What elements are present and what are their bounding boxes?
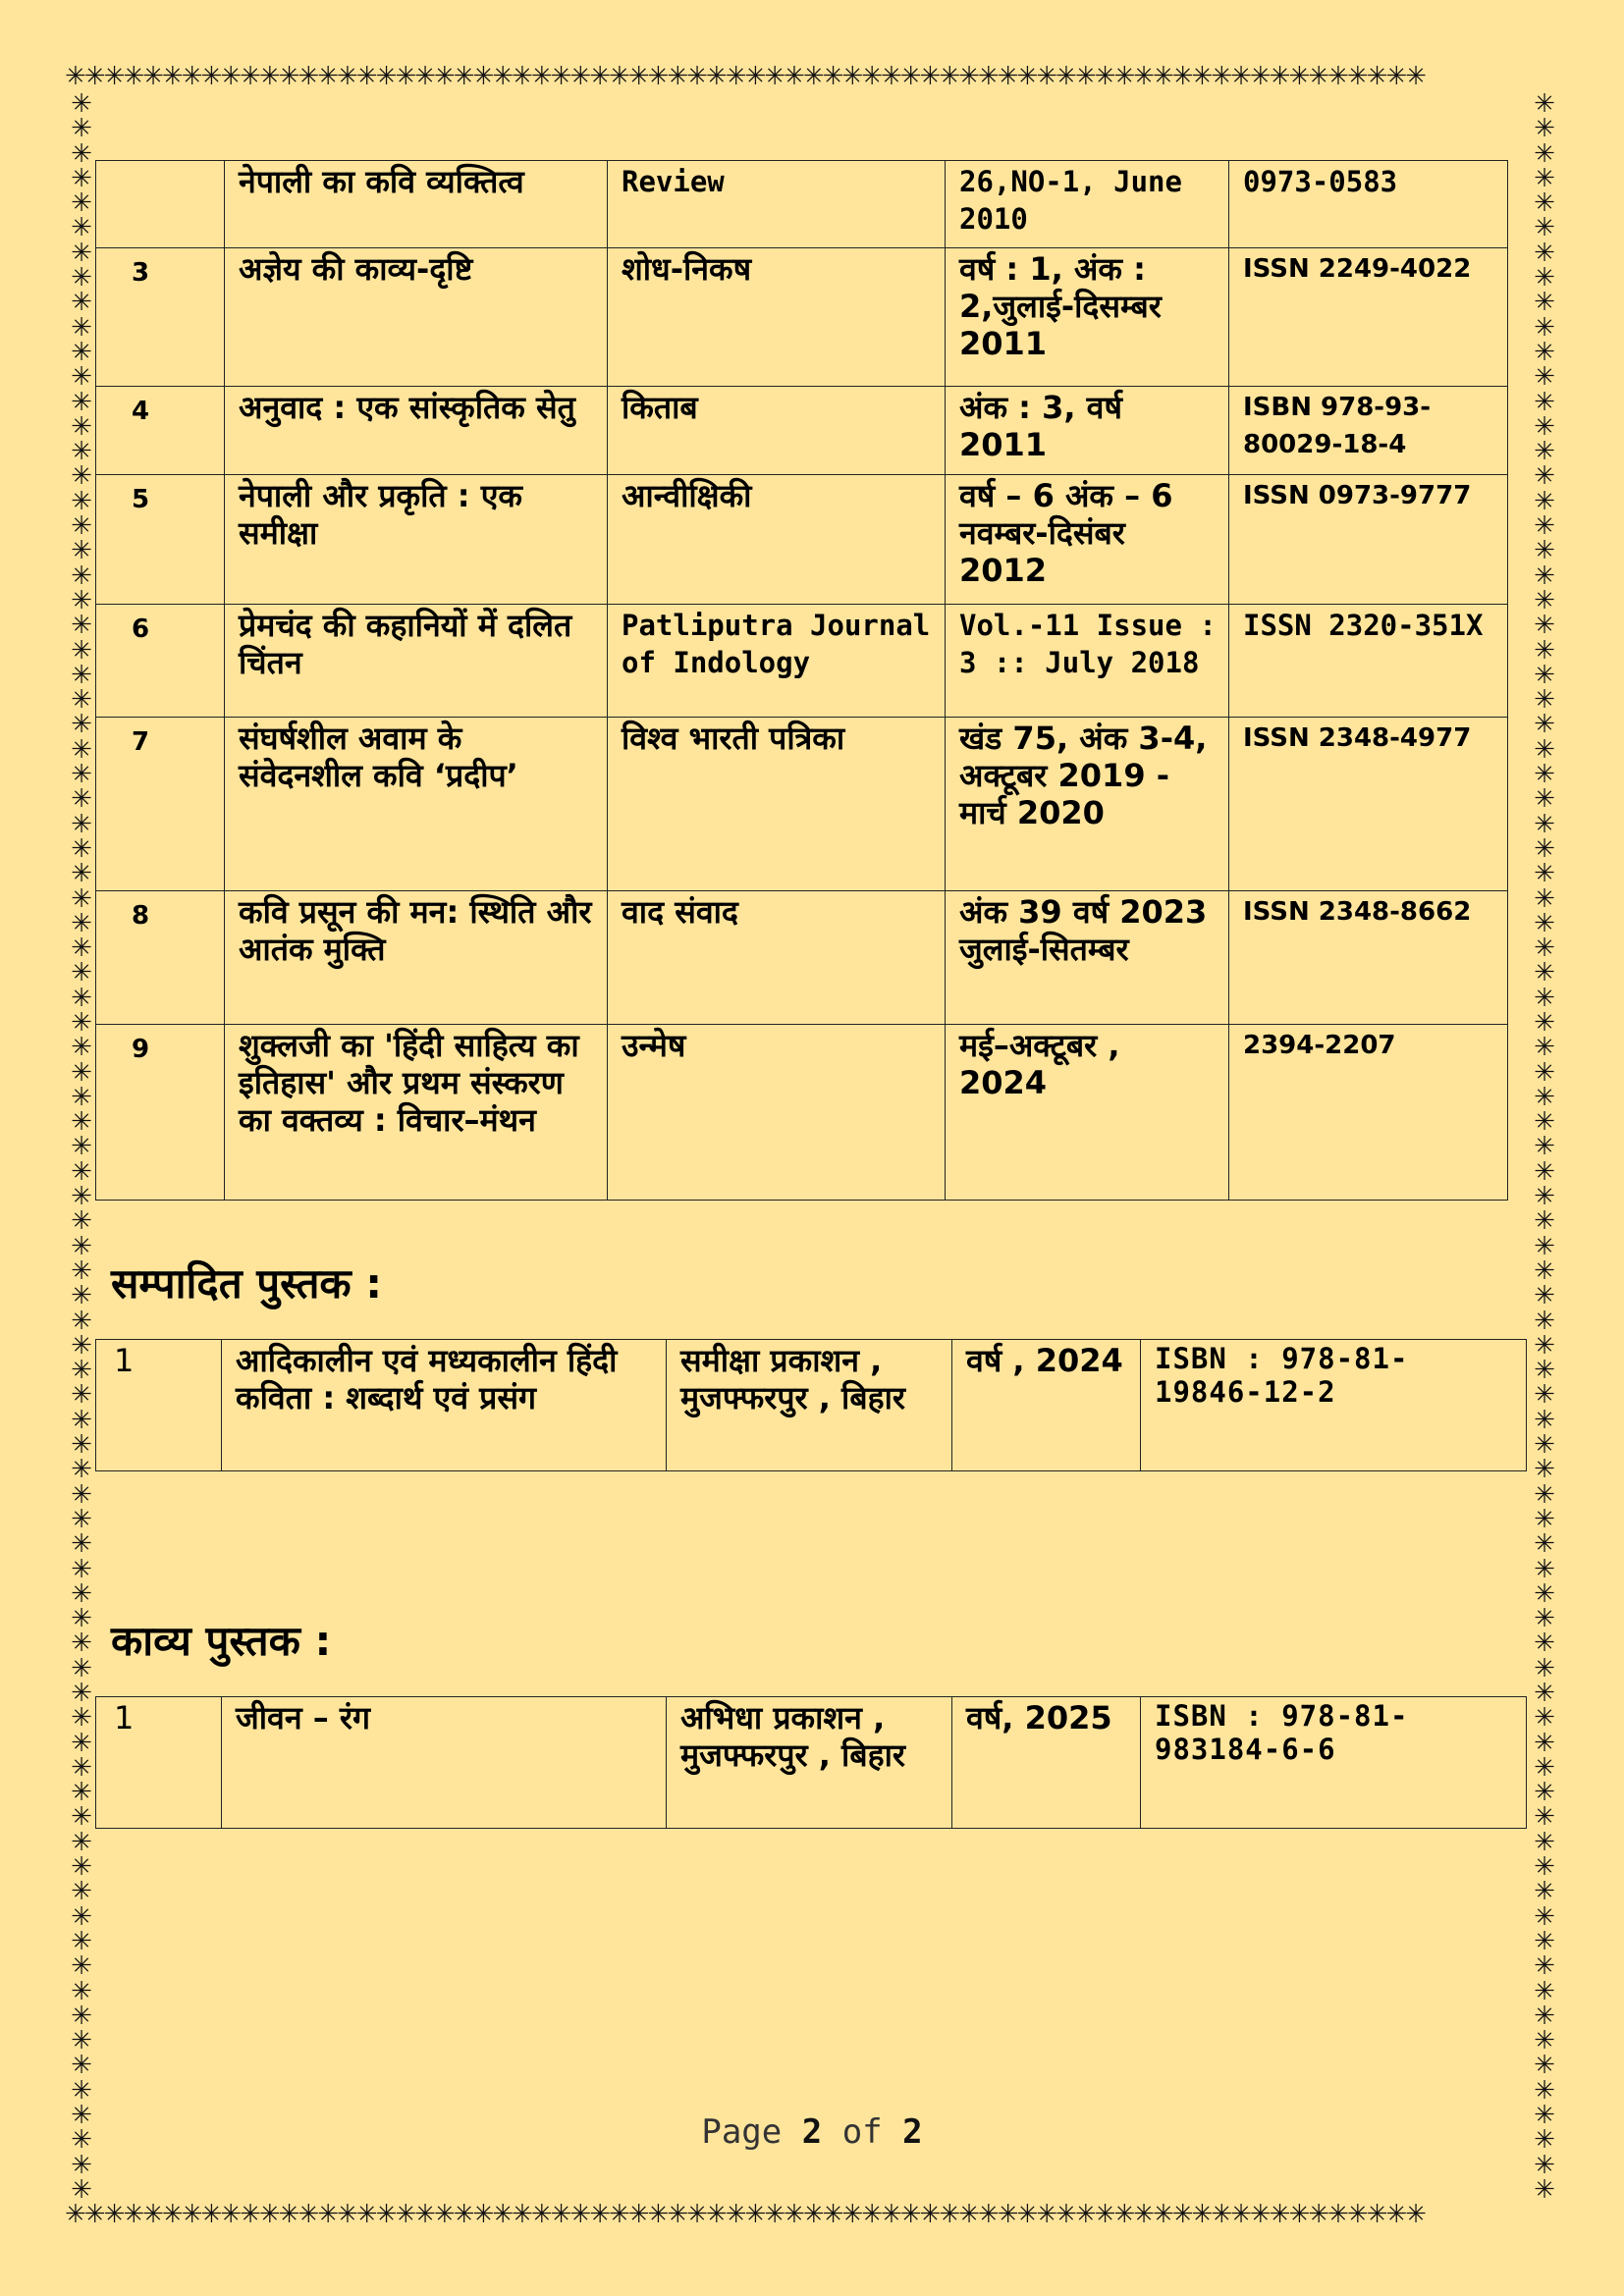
table-row — [96, 161, 1508, 248]
issue-details: 26,NO-1, June 2010 — [946, 161, 1229, 248]
journal-name: उन्मेष — [608, 1025, 946, 1201]
table-row — [96, 1697, 1527, 1829]
journal-name: Review — [608, 161, 946, 248]
issn-number: 0973-0583 — [1229, 161, 1508, 248]
issue-details: मई–अक्टूबर , 2024 — [946, 1025, 1229, 1201]
edited-books-table — [95, 1339, 1527, 1471]
issue-details: खंड 75, अंक 3-4, अक्टूबर 2019 - मार्च 2020 — [946, 718, 1229, 891]
publication-year: वर्ष , 2024 — [952, 1340, 1141, 1471]
isbn-number: ISBN : 978-81-19846-12-2 — [1141, 1340, 1527, 1471]
publisher: समीक्षा प्रकाशन , मुजफ्फरपुर , बिहार — [667, 1340, 952, 1471]
table-row — [96, 891, 1508, 1025]
article-title: नेपाली और प्रकृति : एक समीक्षा — [225, 475, 608, 605]
issue-details: Vol.-11 Issue : 3 :: July 2018 — [946, 605, 1229, 718]
table-row — [96, 387, 1508, 475]
table-row — [96, 1025, 1508, 1201]
publisher: अभिधा प्रकाशन , मुजफ्फरपुर , बिहार — [667, 1697, 952, 1829]
book-title: जीवन – रंग — [222, 1697, 667, 1829]
journal-name: विश्व भारती पत्रिका — [608, 718, 946, 891]
serial-number: 1 — [96, 1340, 222, 1471]
issue-details: अंक : 3, वर्ष 2011 — [946, 387, 1229, 475]
poetry-books-heading: काव्य पुस्तक : — [111, 1617, 332, 1665]
issn-number: ISBN 978-93-80029-18-4 — [1229, 387, 1508, 475]
issn-number: ISSN 2348-8662 — [1229, 891, 1508, 1025]
table-row — [96, 718, 1508, 891]
serial-number — [96, 161, 225, 248]
serial-number: 6 — [96, 605, 225, 718]
journal-name: किताब — [608, 387, 946, 475]
article-title: प्रेमचंद की कहानियों में दलित चिंतन — [225, 605, 608, 718]
table-row — [96, 475, 1508, 605]
article-title: नेपाली का कवि व्यक्तित्व — [225, 161, 608, 248]
page-number — [0, 2112, 1624, 2152]
edited-books-heading: सम्पादित पुस्तक : — [111, 1259, 383, 1308]
article-title: शुक्लजी का 'हिंदी साहित्य का इतिहास' और प्रथम संस्करण का वक्तव्य : विचार–मंथन — [225, 1025, 608, 1201]
issn-number: 2394-2207 — [1229, 1025, 1508, 1201]
isbn-number: ISBN : 978-81-983184-6-6 — [1141, 1697, 1527, 1829]
current-page: 2 — [801, 2112, 823, 2152]
serial-number: 8 — [96, 891, 225, 1025]
publication-year: वर्ष, 2025 — [952, 1697, 1141, 1829]
border-top: ✳✳✳✳✳✳✳✳✳✳✳✳✳✳✳✳✳✳✳✳✳✳✳✳✳✳✳✳✳✳✳✳✳✳✳✳✳✳✳✳✳✳✳✳✳✳✳✳✳✳✳✳✳✳✳✳✳✳✳✳✳✳✳✳✳✳✳✳✳✳ — [65, 63, 1425, 91]
journal-name: वाद संवाद — [608, 891, 946, 1025]
serial-number: 3 — [96, 248, 225, 387]
issue-details: अंक 39 वर्ष 2023 जुलाई-सितम्बर — [946, 891, 1229, 1025]
publications-table — [95, 160, 1508, 1201]
article-title: अनुवाद : एक सांस्कृतिक सेतु — [225, 387, 608, 475]
table-row — [96, 248, 1508, 387]
journal-name: आन्वीक्षिकी — [608, 475, 946, 605]
serial-number: 9 — [96, 1025, 225, 1201]
issn-number: ISSN 0973-9777 — [1229, 475, 1508, 605]
serial-number: 7 — [96, 718, 225, 891]
issn-number: ISSN 2348-4977 — [1229, 718, 1508, 891]
page-of-label: of — [841, 2112, 883, 2152]
border-bottom: ✳✳✳✳✳✳✳✳✳✳✳✳✳✳✳✳✳✳✳✳✳✳✳✳✳✳✳✳✳✳✳✳✳✳✳✳✳✳✳✳✳✳✳✳✳✳✳✳✳✳✳✳✳✳✳✳✳✳✳✳✳✳✳✳✳✳✳✳✳✳ — [65, 2201, 1425, 2229]
journal-name: शोध-निकष — [608, 248, 946, 387]
serial-number: 4 — [96, 387, 225, 475]
serial-number: 1 — [96, 1697, 222, 1829]
border-left: ✳ ✳ ✳ ✳ ✳ ✳ ✳ ✳ ✳ ✳ ✳ ✳ ✳ ✳ ✳ ✳ ✳ ✳ ✳ ✳ ✳ ✳ ✳ ✳ ✳ ✳ ✳ ✳ ✳ ✳ ✳ ✳ ✳ ✳ ✳ ✳ ✳ ✳ ✳ ✳ ✳ ✳ ✳ ✳ ✳ ✳ ✳ ✳ ✳ ✳ ✳ ✳ ✳ ✳ ✳ ✳ ✳ ✳ ✳ ✳ ✳ ✳ ✳ ✳ ✳ ✳ ✳ ✳ ✳ ✳ ✳ ✳ ✳ ✳ ✳ ✳ ✳ ✳ ✳ ✳ ✳ ✳ ✳ ✳ ✳ — [71, 92, 92, 2203]
serial-number: 5 — [96, 475, 225, 605]
poetry-books-table — [95, 1696, 1527, 1829]
issn-number: ISSN 2249-4022 — [1229, 248, 1508, 387]
book-title: आदिकालीन एवं मध्यकालीन हिंदी कविता : शब्दार्थ एवं प्रसंग — [222, 1340, 667, 1471]
page-label: Page — [701, 2112, 783, 2152]
article-title: कवि प्रसून की मन: स्थिति और आतंक मुक्ति — [225, 891, 608, 1025]
journal-name: Patliputra Journal of Indology — [608, 605, 946, 718]
table-row — [96, 1340, 1527, 1471]
issue-details: वर्ष – 6 अंक – 6 नवम्बर-दिसंबर 2012 — [946, 475, 1229, 605]
article-title: संघर्षशील अवाम के संवेदनशील कवि ‘प्रदीप’ — [225, 718, 608, 891]
issn-number: ISSN 2320-351X — [1229, 605, 1508, 718]
issue-details: वर्ष : 1, अंक : 2,जुलाई-दिसम्बर 2011 — [946, 248, 1229, 387]
article-title: अज्ञेय की काव्य-दृष्टि — [225, 248, 608, 387]
table-row — [96, 605, 1508, 718]
border-right: ✳ ✳ ✳ ✳ ✳ ✳ ✳ ✳ ✳ ✳ ✳ ✳ ✳ ✳ ✳ ✳ ✳ ✳ ✳ ✳ ✳ ✳ ✳ ✳ ✳ ✳ ✳ ✳ ✳ ✳ ✳ ✳ ✳ ✳ ✳ ✳ ✳ ✳ ✳ ✳ ✳ ✳ ✳ ✳ ✳ ✳ ✳ ✳ ✳ ✳ ✳ ✳ ✳ ✳ ✳ ✳ ✳ ✳ ✳ ✳ ✳ ✳ ✳ ✳ ✳ ✳ ✳ ✳ ✳ ✳ ✳ ✳ ✳ ✳ ✳ ✳ ✳ ✳ ✳ ✳ ✳ ✳ ✳ ✳ ✳ — [1534, 92, 1555, 2203]
total-pages: 2 — [902, 2112, 923, 2152]
